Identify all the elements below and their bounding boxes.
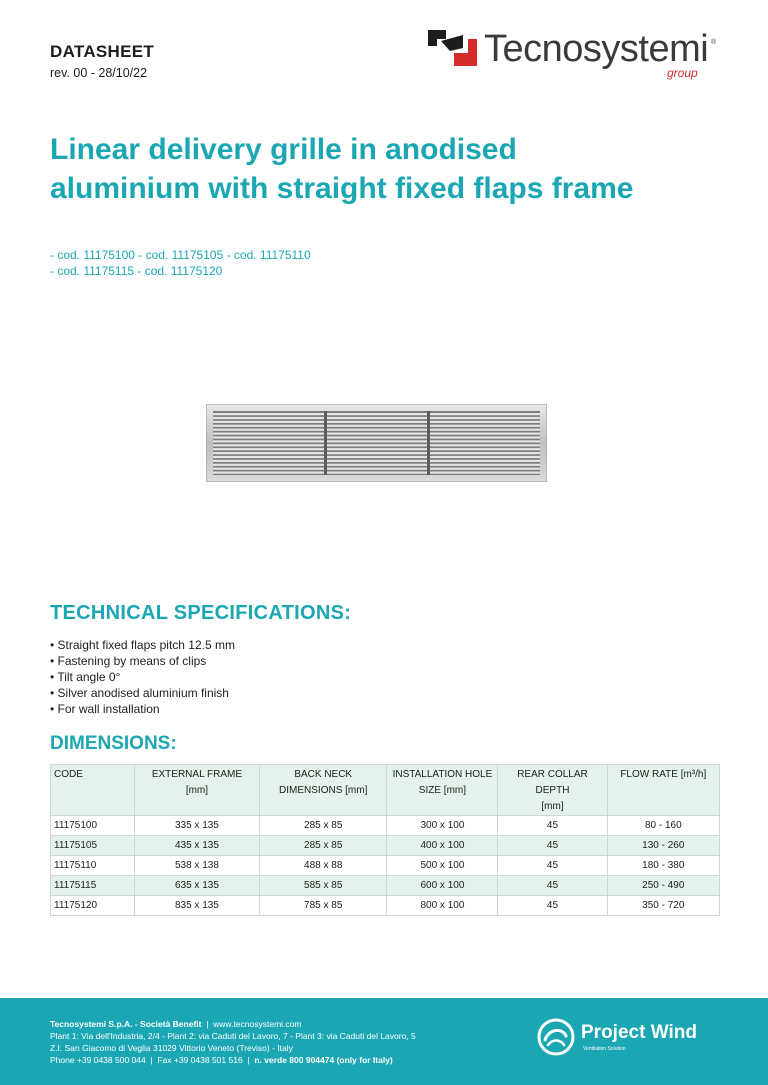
grille-slat bbox=[213, 472, 540, 474]
cell-flow-rate: 180 - 380 bbox=[607, 856, 719, 876]
grille-product-image bbox=[206, 404, 547, 482]
cell-code: 11175115 bbox=[51, 876, 135, 896]
cell-flow-rate: 80 - 160 bbox=[607, 816, 719, 836]
product-codes bbox=[50, 247, 311, 279]
cell-back-neck: 585 x 85 bbox=[259, 876, 387, 896]
cell-external-frame: 635 x 135 bbox=[134, 876, 259, 896]
column-header-flow-rate: FLOW RATE [m³/h] bbox=[607, 765, 719, 816]
column-header-back-neck: BACK NECK DIMENSIONS [mm] bbox=[259, 765, 387, 816]
product-codes-line-2: - cod. 11175115 - cod. 11175120 bbox=[50, 264, 223, 278]
product-title-line-2: aluminium with straight fixed flaps frame bbox=[50, 172, 634, 205]
brand-name: Tecnosystemi bbox=[484, 28, 709, 70]
cell-rear-collar-depth: 45 bbox=[498, 876, 607, 896]
datasheet-label: DATASHEET bbox=[50, 42, 155, 61]
cell-installation-hole: 400 x 100 bbox=[387, 836, 498, 856]
cell-back-neck: 285 x 85 bbox=[259, 816, 387, 836]
grille-slat bbox=[213, 429, 540, 431]
cell-installation-hole: 500 x 100 bbox=[387, 856, 498, 876]
spec-item: • Fastening by means of clips bbox=[50, 653, 235, 669]
technical-specifications-heading: TECHNICAL SPECIFICATIONS: bbox=[50, 602, 352, 624]
cell-code: 11175120 bbox=[51, 896, 135, 916]
grille-slat bbox=[213, 456, 540, 458]
cell-rear-collar-depth: 45 bbox=[498, 836, 607, 856]
table-row bbox=[51, 856, 720, 876]
footer bbox=[0, 998, 768, 1085]
spec-item: • Silver anodised aluminium finish bbox=[50, 685, 235, 701]
cell-rear-collar-depth: 45 bbox=[498, 896, 607, 916]
cell-code: 11175105 bbox=[51, 836, 135, 856]
product-title bbox=[50, 130, 730, 208]
table-row bbox=[51, 876, 720, 896]
grille-slat bbox=[213, 413, 540, 415]
project-wind-tagline: Ventilation Solution bbox=[583, 1046, 626, 1052]
column-header-installation-hole: INSTALLATION HOLE SIZE [mm] bbox=[387, 765, 498, 816]
footer-contact-info: Tecnosystemi S.p.A. - Società Benefit | www.tecnosystemi.com Plant 1: Via dell'Industria, 2/4 - Plant 2: via Caduti del Lavoro, 7 - Plant 3: via Caduti del Lavoro, 5 Z.I. San Giacomo di Veglia 31029 Vittorio Veneto (Treviso) - Italy Phone +39 0438 500 044 | Fax +39 0438 501 516 | n. verde 800 904474 (only for Italy) bbox=[50, 1019, 416, 1065]
grille-slat bbox=[213, 460, 540, 462]
cell-flow-rate: 350 - 720 bbox=[607, 896, 719, 916]
grille-slat bbox=[213, 417, 540, 419]
project-wind-logo bbox=[537, 1018, 727, 1058]
spec-item: • For wall installation bbox=[50, 701, 235, 717]
technical-specifications-list bbox=[50, 637, 235, 717]
grille-slat bbox=[213, 436, 540, 438]
footer-fax: Fax +39 0438 501 516 bbox=[157, 1055, 243, 1065]
project-wind-swirl-icon bbox=[537, 1018, 575, 1056]
project-wind-name: Project Wind bbox=[581, 1022, 697, 1043]
footer-address: Z.I. San Giacomo di Veglia 31029 Vittorio Veneto (Treviso) - Italy bbox=[50, 1043, 293, 1053]
cell-rear-collar-depth: 45 bbox=[498, 816, 607, 836]
spec-item: • Straight fixed flaps pitch 12.5 mm bbox=[50, 637, 235, 653]
table-row bbox=[51, 896, 720, 916]
brand-group: group bbox=[667, 66, 698, 80]
cell-installation-hole: 300 x 100 bbox=[387, 816, 498, 836]
footer-website[interactable]: www.tecnosystemi.com bbox=[213, 1019, 302, 1029]
brand-logo bbox=[428, 28, 728, 84]
cell-back-neck: 785 x 85 bbox=[259, 896, 387, 916]
column-header-rear-collar-depth: REAR COLLAR DEPTH [mm] bbox=[498, 765, 607, 816]
cell-installation-hole: 800 x 100 bbox=[387, 896, 498, 916]
grille-slat bbox=[213, 464, 540, 466]
footer-plants: Plant 1: Via dell'Industria, 2/4 - Plant 2: via Caduti del Lavoro, 7 - Plant 3: via Caduti del Lavoro, 5 bbox=[50, 1031, 416, 1041]
product-codes-line-1: - cod. 11175100 - cod. 11175105 - cod. 11175110 bbox=[50, 248, 311, 262]
brand-mark-icon bbox=[428, 30, 478, 70]
cell-rear-collar-depth: 45 bbox=[498, 856, 607, 876]
footer-toll-free: n. verde 800 904474 (only for Italy) bbox=[254, 1055, 393, 1065]
grille-slat bbox=[213, 452, 540, 454]
cell-external-frame: 435 x 135 bbox=[134, 836, 259, 856]
cell-external-frame: 335 x 135 bbox=[134, 816, 259, 836]
product-title-line-1: Linear delivery grille in anodised bbox=[50, 133, 517, 166]
column-header-external-frame: EXTERNAL FRAME [mm] bbox=[134, 765, 259, 816]
dimensions-table bbox=[50, 764, 720, 916]
cell-external-frame: 835 x 135 bbox=[134, 896, 259, 916]
grille-slat bbox=[213, 444, 540, 446]
revision-date: rev. 00 - 28/10/22 bbox=[50, 66, 148, 80]
grille-slat bbox=[213, 468, 540, 470]
cell-flow-rate: 250 - 490 bbox=[607, 876, 719, 896]
cell-code: 11175100 bbox=[51, 816, 135, 836]
spec-item: • Tilt angle 0° bbox=[50, 669, 235, 685]
table-row bbox=[51, 836, 720, 856]
grille-slat bbox=[213, 440, 540, 442]
grille-slat bbox=[213, 433, 540, 435]
dimensions-heading: DIMENSIONS: bbox=[50, 733, 177, 754]
cell-external-frame: 538 x 138 bbox=[134, 856, 259, 876]
footer-company: Tecnosystemi S.p.A. - Società Benefit bbox=[50, 1019, 202, 1029]
cell-code: 11175110 bbox=[51, 856, 135, 876]
cell-installation-hole: 600 x 100 bbox=[387, 876, 498, 896]
table-row bbox=[51, 816, 720, 836]
grille-slat bbox=[213, 425, 540, 427]
cell-back-neck: 488 x 88 bbox=[259, 856, 387, 876]
table-header-row bbox=[51, 765, 720, 816]
column-header-code: CODE bbox=[51, 765, 135, 816]
cell-back-neck: 285 x 85 bbox=[259, 836, 387, 856]
grille-slat bbox=[213, 448, 540, 450]
cell-flow-rate: 130 - 260 bbox=[607, 836, 719, 856]
brand-registered-mark: ® bbox=[711, 39, 717, 46]
grille-slat bbox=[213, 421, 540, 423]
footer-phone: Phone +39 0438 500 044 bbox=[50, 1055, 146, 1065]
